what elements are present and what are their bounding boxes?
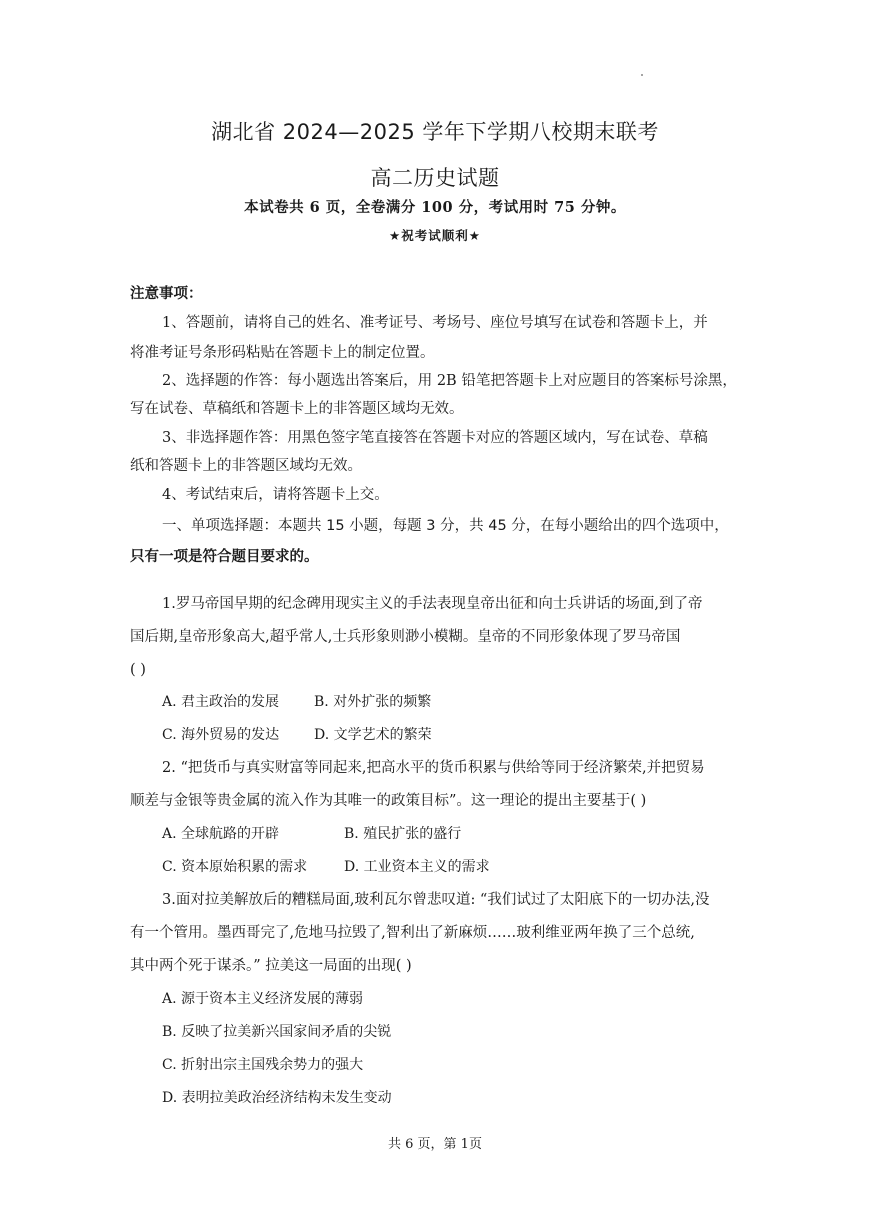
- subject-title: 高二历史试题: [370, 166, 500, 190]
- notice-line: 将准考证号条形码粘贴在答题卡上的制定位置。: [130, 345, 435, 361]
- question-2-option-a[interactable]: A. 全球航路的开辟: [162, 826, 280, 842]
- question-2-text: 2. “把货币与真实财富等同起来,把高水平的货币积累与供给等同于经济繁荣,并把贸易: [162, 760, 705, 776]
- question-1-text: 1.罗马帝国早期的纪念碑用现实主义的手法表现皇帝出征和向士兵讲话的场面,到了帝: [162, 596, 703, 612]
- question-1-blank: ( ): [130, 662, 146, 678]
- question-2-option-b[interactable]: B. 殖民扩张的盛行: [344, 826, 462, 842]
- notice-line: 2、选择题的作答：每小题选出答案后，用 2B 铅笔把答题卡上对应题目的答案标号涂黑，: [162, 373, 737, 389]
- section-instruction: 只有一项是符合题目要求的。: [130, 549, 319, 565]
- question-3-option-c[interactable]: C. 折射出宗主国残余势力的强大: [162, 1057, 364, 1073]
- exam-title: 湖北省 2024—2025 学年下学期八校期末联考: [211, 120, 659, 144]
- question-3-text: 其中两个死于谋杀。” 拉美这一局面的出现( ): [130, 958, 412, 974]
- question-3-text: 3.面对拉美解放后的糟糕局面,玻利瓦尔曾悲叹道: “我们试过了太阳底下的一切办法,没: [162, 892, 710, 908]
- notice-heading: 注意事项：: [130, 285, 203, 302]
- section-instruction: 一、单项选择题：本题共 15 小题，每题 3 分，共 45 分，在每小题给出的四个选项中，: [162, 518, 729, 534]
- notice-line: 4、考试结束后，请将答题卡上交。: [162, 487, 389, 503]
- question-3-option-d[interactable]: D. 表明拉美政治经济结构未发生变动: [162, 1090, 392, 1106]
- notice-line: 写在试卷、草稿纸和答题卡上的非答题区域均无效。: [130, 401, 464, 417]
- question-3-option-b[interactable]: B. 反映了拉美新兴国家间矛盾的尖锐: [162, 1024, 392, 1040]
- page-footer: 共 6 页，第 1页: [388, 1137, 482, 1152]
- question-1-option-b[interactable]: B. 对外扩张的频繁: [314, 694, 432, 710]
- question-3-option-a[interactable]: A. 源于资本主义经济发展的薄弱: [162, 991, 364, 1007]
- scan-speck: [641, 74, 643, 76]
- notice-line: 纸和答题卡上的非答题区域均无效。: [130, 458, 362, 474]
- question-1-text: 国后期,皇帝形象高大,超乎常人,士兵形象则渺小模糊。皇帝的不同形象体现了罗马帝国: [130, 629, 681, 645]
- question-1-option-c[interactable]: C. 海外贸易的发达: [162, 727, 280, 743]
- notice-line: 1、答题前，请将自己的姓名、准考证号、考场号、座位号填写在试卷和答题卡上，并: [162, 315, 708, 331]
- question-2-option-d[interactable]: D. 工业资本主义的需求: [344, 859, 490, 875]
- good-luck-text: ★祝考试顺利★: [389, 228, 481, 243]
- question-1-option-d[interactable]: D. 文学艺术的繁荣: [314, 727, 432, 743]
- exam-info: 本试卷共 6 页，全卷满分 100 分，考试用时 75 分钟。: [244, 199, 626, 216]
- question-2-option-c[interactable]: C. 资本原始积累的需求: [162, 859, 308, 875]
- question-3-text: 有一个管用。墨西哥完了,危地马拉毁了,智利出了新麻烦……玻利维亚两年换了三个总统,: [130, 925, 695, 941]
- question-1-option-a[interactable]: A. 君主政治的发展: [162, 694, 280, 710]
- question-2-text: 顺差与金银等贵金属的流入作为其唯一的政策目标”。这一理论的提出主要基于( ): [130, 793, 647, 809]
- notice-line: 3、非选择题作答：用黑色签字笔直接答在答题卡对应的答题区域内，写在试卷、草稿: [162, 430, 708, 446]
